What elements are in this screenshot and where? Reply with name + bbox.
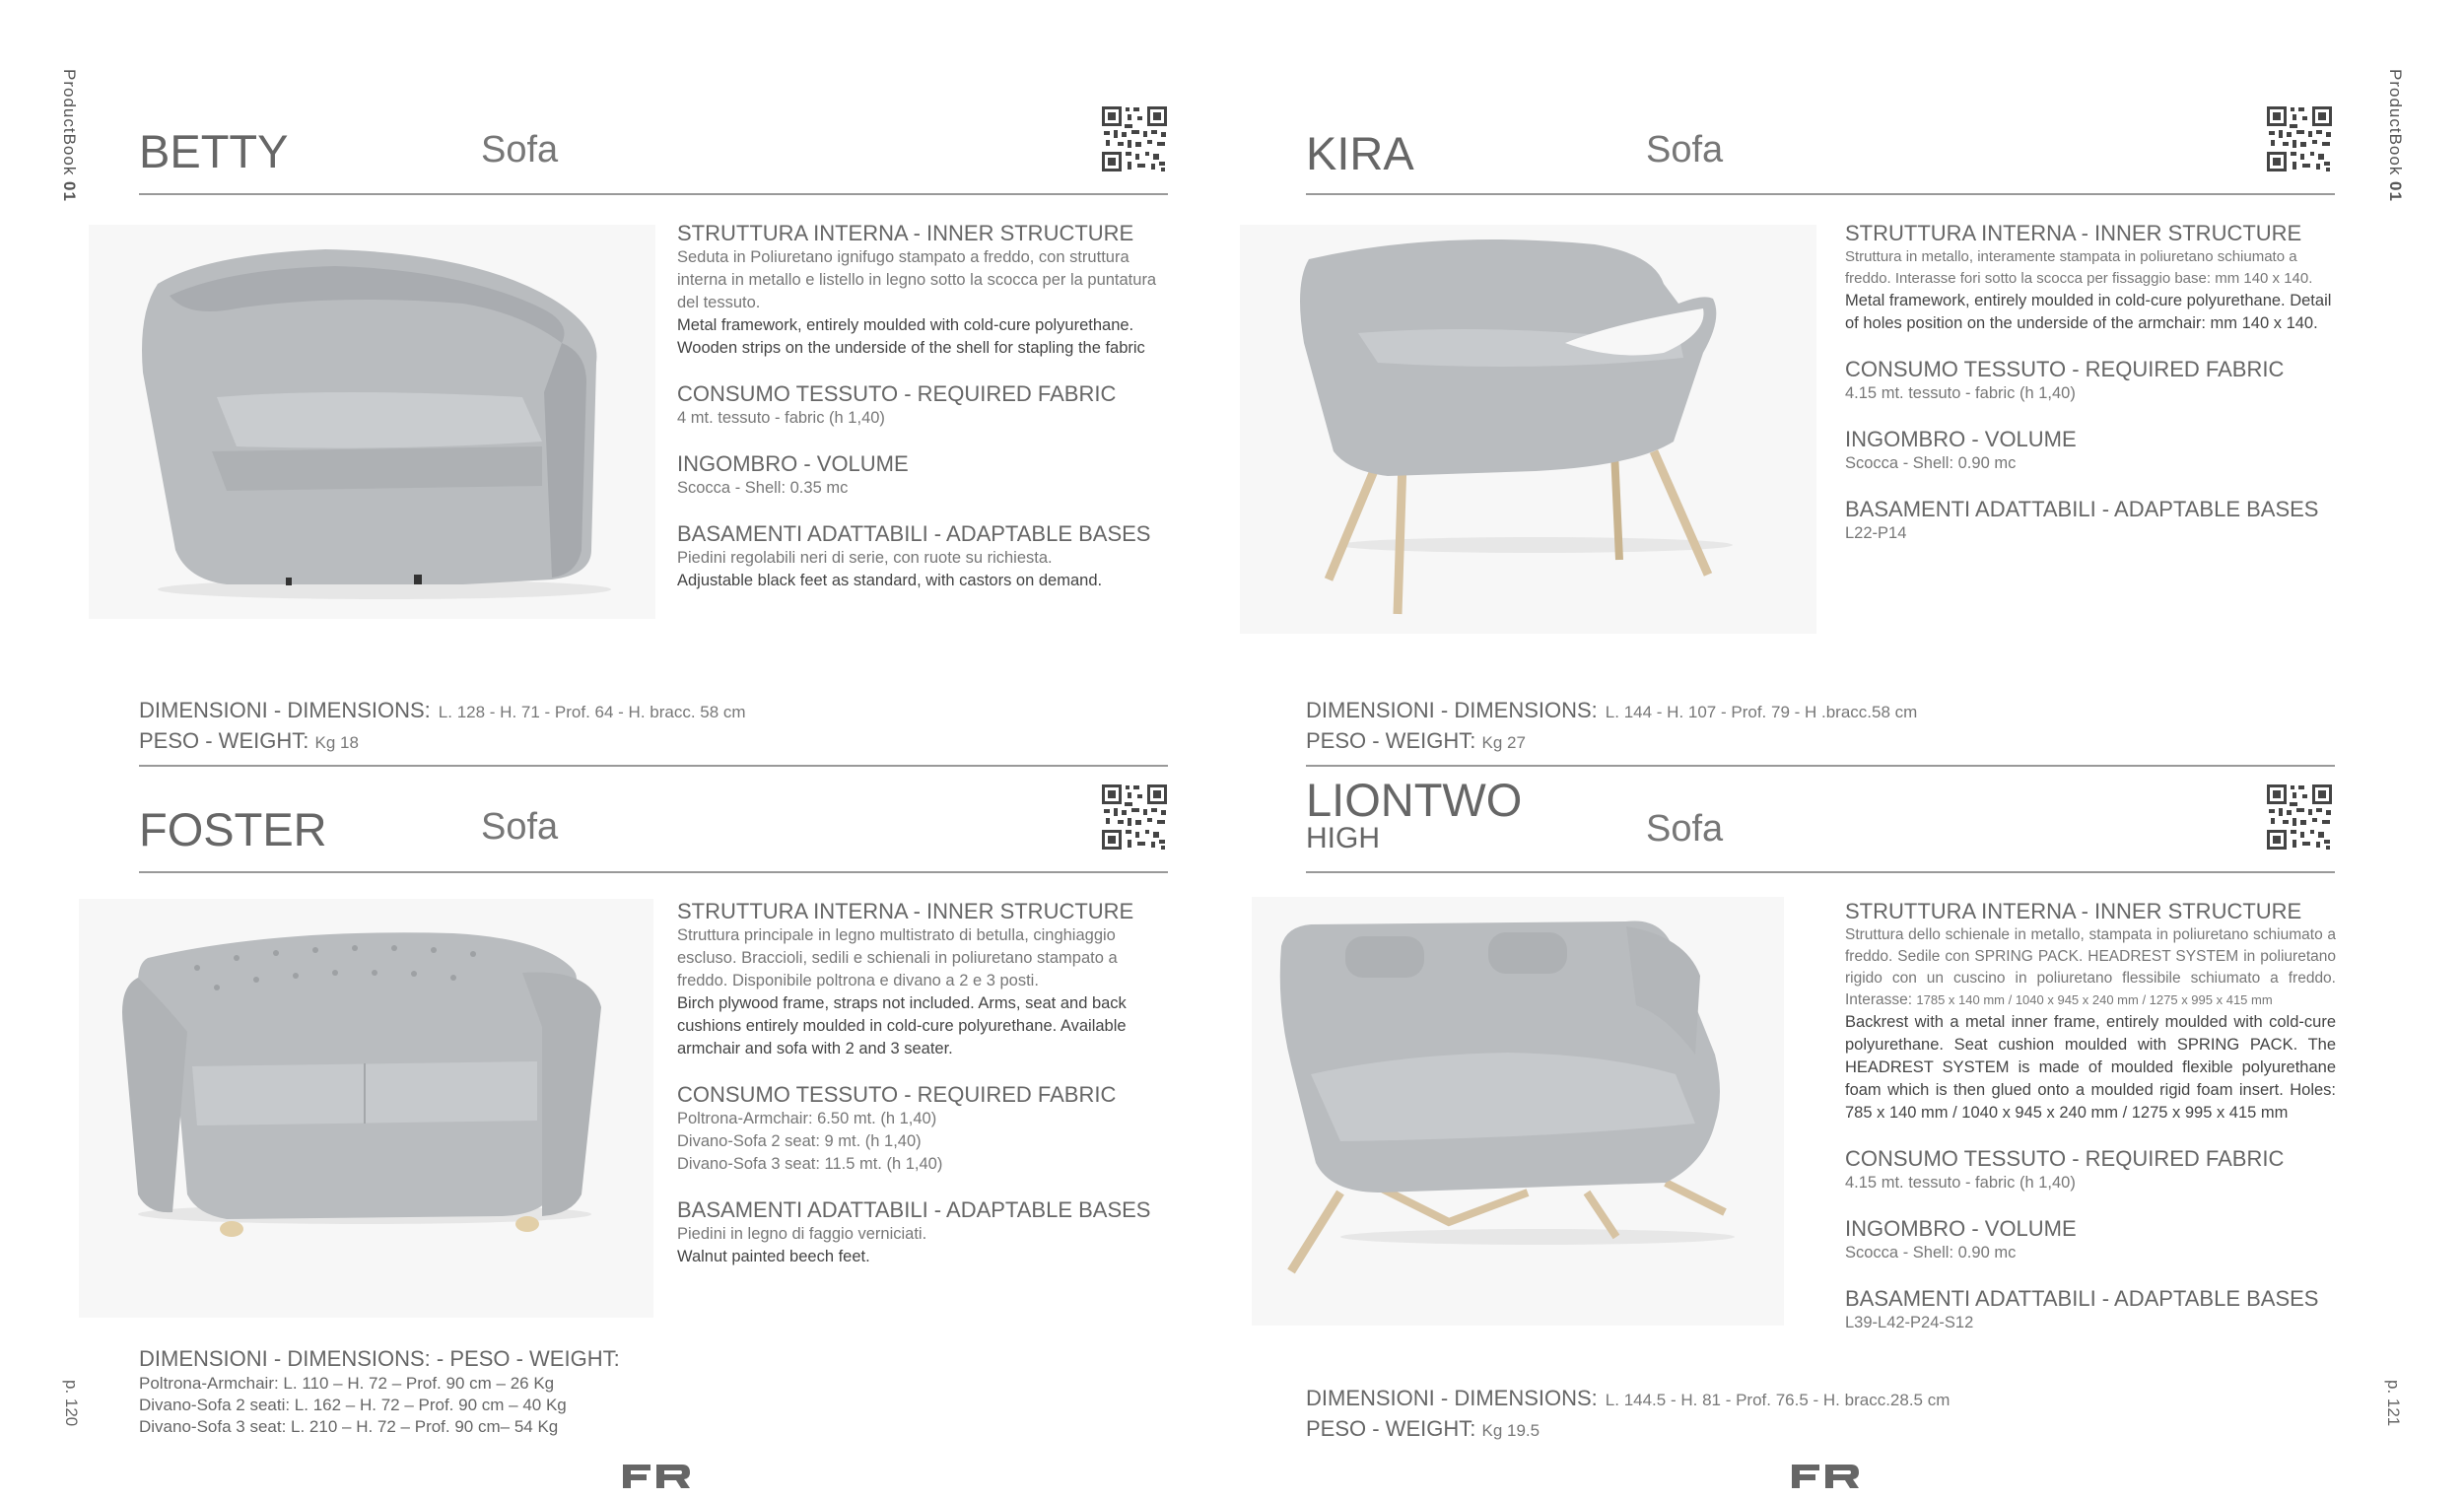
fabric-text: 4.15 mt. tessuto - fabric (h 1,40) [1845,1174,2076,1192]
product-type-liontwo: Sofa [1646,808,1724,850]
product-type-foster: Sofa [481,806,559,848]
structure-text-en: Wooden strips on the underside of the shell for stapling the fabric [677,339,1145,357]
dimensions-label: DIMENSIONI - DIMENSIONS: - PESO - WEIGHT: [139,1346,620,1371]
dimensions-kira [1306,696,1917,757]
volume-text: Scocca - Shell: 0.35 mc [677,479,849,497]
rule-kira-bottom [1306,765,2335,767]
weight-value: Kg 18 [314,733,359,752]
dimensions-value: L. 144 - H. 107 - Prof. 79 - H .bracc.58 cm [1605,703,1918,721]
bases-text: L22-P14 [1845,524,1907,542]
page-number-left: p. 120 [62,1380,81,1427]
rule-kira [1306,193,2335,195]
product-name-betty: BETTY [139,125,289,177]
bases-text-en: Walnut painted beech feet. [677,1248,870,1265]
structure-heading: STRUTTURA INTERNA - INNER STRUCTURE [1845,221,2302,245]
structure-text-it-holes: 1785 x 140 mm / 1040 x 945 x 240 mm / 1275 x 995 x 415 mm [1916,992,2273,1007]
structure-text-en: Metal framework, entirely moulded with cold-cure polyurethane. [677,316,1134,334]
page-number-right: p. 121 [2384,1380,2403,1427]
volume-heading: INGOMBRO - VOLUME [1845,1216,2077,1241]
brand-logo-left [623,1461,690,1490]
volume-text: Scocca - Shell: 0.90 mc [1845,454,2017,472]
fabric-text: Divano-Sofa 3 seat: 11.5 mt. (h 1,40) [677,1155,943,1173]
dimensions-value: L. 128 - H. 71 - Prof. 64 - H. bracc. 58 cm [438,703,746,721]
specs-foster [677,899,1168,1268]
dimensions-liontwo [1306,1384,1950,1445]
bases-text: L39-L42-P24-S12 [1845,1314,1974,1331]
weight-value: Kg 27 [1481,733,1526,752]
structure-text-it: Struttura in metallo, interamente stampata in poliuretano schiumato a freddo. Interasse fori sotto la scocca per fissaggio base: mm 140 x 140. [1845,248,2313,287]
fabric-heading: CONSUMO TESSUTO - REQUIRED FABRIC [677,1082,1117,1107]
structure-text-it: Struttura dello schienale in metallo, stampata in poliuretano schiumato a freddo. Sedile con SPRING PACK. HEADREST SYSTEM in poliuretano rigido con un cuscino in poliuretano flessibile schiumato a freddo. Interasse: 1785 x 140 mm / 1040 x 945 x 240 mm / 1275 x 995 x 415 mm [1845,926,2336,1008]
dimensions-value: L. 144.5 - H. 81 - Prof. 76.5 - H. bracc.28.5 cm [1605,1391,1951,1409]
structure-heading: STRUTTURA INTERNA - INNER STRUCTURE [677,221,1134,245]
rule-betty [139,193,1168,195]
rule-liontwo [1306,871,2335,873]
weight-value: Kg 19.5 [1481,1421,1540,1440]
bases-heading: BASAMENTI ADATTABILI - ADAPTABLE BASES [677,1197,1151,1222]
structure-heading: STRUTTURA INTERNA - INNER STRUCTURE [677,899,1134,923]
product-type-kira: Sofa [1646,129,1724,170]
qr-code-liontwo[interactable] [2265,783,2334,852]
bases-heading: BASAMENTI ADATTABILI - ADAPTABLE BASES [677,521,1151,546]
product-photo-betty [89,225,655,619]
qr-code-foster[interactable] [1100,783,1169,852]
fabric-text: Divano-Sofa 2 seat: 9 mt. (h 1,40) [677,1132,922,1150]
fabric-heading: CONSUMO TESSUTO - REQUIRED FABRIC [677,381,1117,406]
product-name-kira: KIRA [1306,127,1414,179]
structure-text-en: Backrest with a metal inner frame, entirely moulded with cold-cure polyurethane. Seat cushion moulded with SPRING PACK. The HEADREST SYSTEM is made of moulded flexible polyurethane foam which is then glued onto a moulded rigid foam insert. Holes: 785 x 140 mm / 1040 x 945 x 240 mm / 1275 x 995 x 415 mm [1845,1013,2336,1122]
bases-text-en: Adjustable black feet as standard, with castors on demand. [677,572,1103,589]
weight-label: PESO - WEIGHT: [1306,1416,1476,1441]
fabric-heading: CONSUMO TESSUTO - REQUIRED FABRIC [1845,357,2285,381]
dimensions-line: Poltrona-Armchair: L. 110 – H. 72 – Prof. 90 cm – 26 Kg [139,1374,555,1393]
brand-logo-right [1792,1461,1859,1490]
specs-liontwo [1845,899,2336,1334]
structure-heading: STRUTTURA INTERNA - INNER STRUCTURE [1845,899,2302,923]
rule-foster [139,871,1168,873]
fabric-text: 4 mt. tessuto - fabric (h 1,40) [677,409,885,427]
rule-betty-bottom [139,765,1168,767]
bases-text-it: Piedini regolabili neri di serie, con ruote su richiesta. [677,549,1053,567]
volume-text: Scocca - Shell: 0.90 mc [1845,1244,2017,1261]
productbook-label-right: ProductBook01 [2386,69,2405,203]
fabric-heading: CONSUMO TESSUTO - REQUIRED FABRIC [1845,1146,2285,1171]
product-photo-foster [79,899,653,1318]
qr-code-kira[interactable] [2265,104,2334,173]
structure-text-it: Struttura principale in legno multistrato di betulla, cinghiaggio escluso. Braccioli, sedili e schienali in poliuretano stampato a freddo. Disponibile poltrona e divano a 2 e 3 posti. [677,926,1118,989]
bases-text-it: Piedini in legno di faggio verniciati. [677,1225,927,1243]
product-photo-liontwo [1252,897,1784,1326]
product-type-betty: Sofa [481,129,559,170]
weight-label: PESO - WEIGHT: [139,728,309,753]
structure-text-en: Birch plywood frame, straps not included. Arms, seat and back cushions entirely moulded in cold-cure polyurethane. Available armchair and sofa with 2 and 3 seater. [677,994,1127,1057]
bases-heading: BASAMENTI ADATTABILI - ADAPTABLE BASES [1845,497,2319,521]
fabric-text: Poltrona-Armchair: 6.50 mt. (h 1,40) [677,1110,937,1127]
product-name-foster: FOSTER [139,803,327,855]
dimensions-foster [139,1344,620,1438]
qr-code-betty[interactable] [1100,104,1169,173]
productbook-label-left: ProductBook01 [60,69,79,203]
bases-heading: BASAMENTI ADATTABILI - ADAPTABLE BASES [1845,1286,2319,1311]
specs-kira [1845,221,2336,545]
dimensions-label: DIMENSIONI - DIMENSIONS: [1306,698,1598,722]
dimensions-label: DIMENSIONI - DIMENSIONS: [1306,1386,1598,1410]
dimensions-line: Divano-Sofa 2 seati: L. 162 – H. 72 – Prof. 90 cm – 40 Kg [139,1396,567,1414]
structure-text-it: Seduta in Poliuretano ignifugo stampato a freddo, con struttura interna in metallo e listello in legno sotto la scocca per la puntatura del tessuto. [677,248,1157,311]
volume-heading: INGOMBRO - VOLUME [1845,427,2077,451]
product-subname-liontwo: HIGH [1306,822,1380,854]
product-name-liontwo: LIONTWO [1306,774,1523,826]
volume-heading: INGOMBRO - VOLUME [677,451,909,476]
specs-betty [677,221,1168,592]
fabric-text: 4.15 mt. tessuto - fabric (h 1,40) [1845,384,2076,402]
dimensions-line: Divano-Sofa 3 seat: L. 210 – H. 72 – Prof. 90 cm– 54 Kg [139,1417,559,1436]
dimensions-betty [139,696,746,757]
structure-text-en: Metal framework, entirely moulded in cold-cure polyurethane. Detail of holes position on the underside of the armchair: mm 140 x 140. [1845,292,2332,332]
dimensions-label: DIMENSIONI - DIMENSIONS: [139,698,431,722]
product-photo-kira [1240,225,1816,634]
weight-label: PESO - WEIGHT: [1306,728,1476,753]
